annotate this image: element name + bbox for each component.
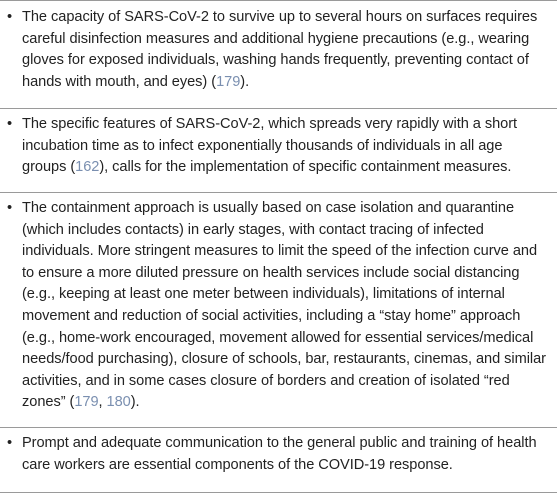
bullet-icon: • — [7, 200, 13, 216]
list-item-4 — [0, 433, 557, 476]
item-text: The specific features of SARS-CoV-2, which spreads very rapidly with a short incubation time as to infect exponentially thousands of individuals in all age groups ( — [22, 116, 518, 176]
list-item-1 — [0, 7, 557, 93]
item-text: The capacity of SARS-CoV-2 to survive up to several hours on surfaces requires careful disinfection measures and additional hygiene precautions (e.g., wearing gloves for exposed individuals, washing hands frequently, preventing contact of hands with mouth, and eyes) ( — [22, 9, 538, 90]
bullet-icon: • — [7, 435, 13, 451]
list-item-2 — [0, 114, 557, 179]
item-text-mid: , — [98, 394, 107, 411]
row-divider — [0, 192, 557, 193]
citation-link[interactable]: 179 — [74, 394, 99, 411]
item-text-end: ), calls for the implementation of specific containment measures. — [99, 159, 512, 176]
citation-link[interactable]: 180 — [106, 394, 131, 411]
list-item-3 — [0, 198, 557, 414]
bullet-icon: • — [7, 9, 13, 25]
item-text: The containment approach is usually based on case isolation and quarantine (which includes contacts) in early stages, with contact tracing of infected individuals. More stringent measures to limit the speed of the infection curve and to ensure a more diluted pressure on health services include social distancing (e.g., keeping at least one meter between individuals), limitations of internal movement and reduction of social activities, including a “stay home” approach (e.g., home-work encouraged, movement allowed for essential services/medical needs/food purchasing), closure of schools, bar, restaurants, cinemas, and similar activities, and in some cases closure of borders and creation of isolated “red zones” ( — [22, 200, 546, 411]
table-top-rule — [0, 0, 557, 1]
row-divider — [0, 427, 557, 428]
item-text: Prompt and adequate communication to the general public and training of health care workers are essential components of the COVID-19 response. — [22, 435, 537, 473]
citation-link[interactable]: 162 — [75, 159, 100, 176]
item-text-end: ). — [240, 73, 250, 90]
citation-link[interactable]: 179 — [216, 73, 241, 90]
item-text-end: ). — [130, 394, 140, 411]
table-bottom-rule — [0, 492, 557, 493]
row-divider — [0, 108, 557, 109]
bullet-icon: • — [7, 116, 13, 132]
